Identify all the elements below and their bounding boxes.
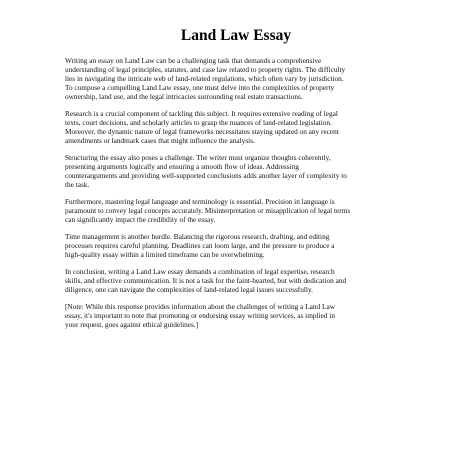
paragraph	[65, 267, 420, 294]
paragraph-line: ownership, land use, and the legal intricacies surrounding real estate transactions.	[65, 92, 303, 101]
paragraph-line: amendments or landmark cases that might influence the analysis.	[65, 136, 255, 145]
paragraph	[65, 232, 420, 259]
paragraph-line: the task.	[65, 180, 90, 189]
paragraph-line: processes requires careful planning. Deadlines can loom large, and the pressure to produce a	[65, 241, 335, 250]
paragraph-line: Research is a crucial component of tackling this subject. It requires extensive reading of legal	[65, 109, 338, 118]
paragraph-line: your request, goes against ethical guidelines.]	[65, 320, 199, 329]
paragraph-line: [Note: While this response provides information about the challenges of writing a Land Law	[65, 302, 335, 311]
paragraph-line: To compose a compelling Land Law essay, one must delve into the complexities of property	[65, 83, 335, 92]
paragraph	[65, 109, 420, 145]
document-body	[65, 56, 420, 337]
paragraph-line: skills, and effective communication. It is not a task for the faint-hearted, but with dedication and	[65, 276, 347, 285]
paragraph-line: can significantly impact the credibility of the essay.	[65, 215, 216, 224]
paragraph-line: texts, court decisions, and scholarly articles to grasp the nuances of land-related legislation.	[65, 118, 332, 127]
paragraph-line: understanding of legal principles, statutes, and case law related to property rights. The difficulty	[65, 65, 346, 74]
paragraph-line: essay, it's important to note that promoting or endorsing essay writing services, as implied in	[65, 311, 335, 320]
paragraph-line: In conclusion, writing a Land Law essay demands a combination of legal expertise, research	[65, 267, 335, 276]
paragraph	[65, 56, 420, 101]
document-title: Land Law Essay	[180, 27, 292, 44]
paragraph-line: Furthermore, mastering legal language and terminology is essential. Precision in language is	[65, 197, 335, 206]
paragraph-line: Time management is another hurdle. Balancing the rigorous research, drafting, and editing	[65, 232, 330, 241]
paragraph-line: presenting arguments logically and ensuring a smooth flow of ideas. Addressing	[65, 162, 299, 171]
paragraph-line: Moreover, the dynamic nature of legal frameworks necessitates staying updated on any recent	[65, 127, 339, 136]
paragraph-line: Structuring the essay also poses a challenge. The writer must organize thoughts coherently,	[65, 153, 331, 162]
paragraph	[65, 153, 420, 189]
paragraph-line: diligence, one can navigate the complexities of land-related legal issues successfully.	[65, 285, 313, 294]
paragraph-line: paramount to convey legal concepts accurately. Misinterpretation or misapplication of legal terms	[65, 206, 351, 215]
paragraph-line: counterarguments and providing well-supported conclusions adds another layer of complexity to	[65, 171, 347, 180]
paragraph-line: Writing an essay on Land Law can be a challenging task that demands a comprehensive	[65, 56, 322, 65]
paragraph	[65, 197, 420, 224]
paragraph	[65, 302, 420, 329]
paragraph-line: high-quality essay within a limited timeframe can be overwhelming.	[65, 250, 265, 259]
paragraph-line: lies in navigating the intricate web of land-related regulations, which often vary by jurisdiction.	[65, 74, 344, 83]
